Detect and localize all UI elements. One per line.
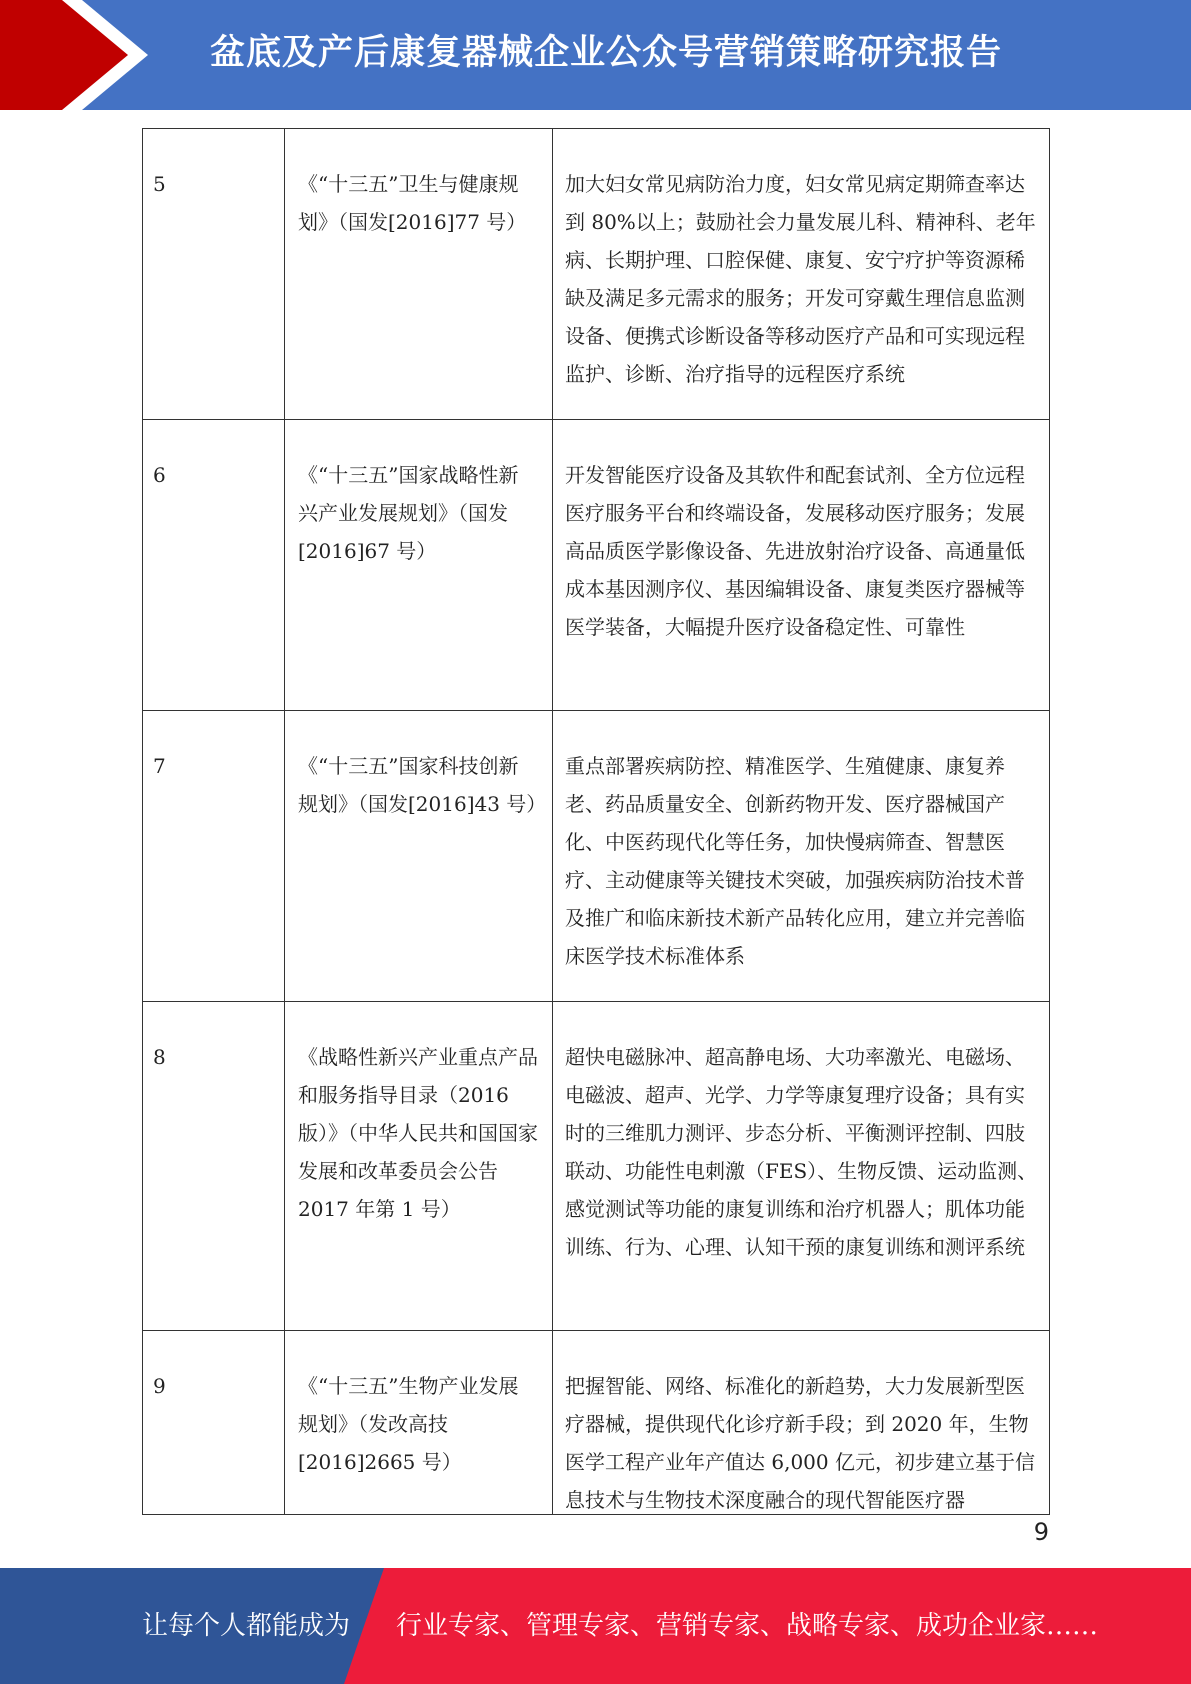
policy-content: 把握智能、网络、标准化的新趋势，大力发展新型医疗器械，提供现代化诊疗新手段；到 2020 年，生物医学工程产业年产值达 6,000 亿元，初步建立基于信息技术与生物技术深度融合的现代智能医疗器 (565, 1374, 1035, 1512)
policy-name-cell (285, 420, 553, 711)
policy-content-cell (553, 1002, 1050, 1331)
header-arrow-decoration (0, 0, 160, 110)
policy-name: 《“十三五”卫生与健康规划》（国发[2016]77 号） (298, 172, 527, 234)
row-number: 6 (153, 463, 166, 487)
table-row (143, 420, 1050, 711)
policy-table (142, 128, 1050, 1515)
page-header (0, 0, 1191, 110)
table-row (143, 1331, 1050, 1515)
table-row (143, 129, 1050, 420)
policy-name-cell (285, 711, 553, 1002)
policy-content-cell (553, 1331, 1050, 1515)
policy-content-cell (553, 129, 1050, 420)
policy-content: 开发智能医疗设备及其软件和配套试剂、全方位远程医疗服务平台和终端设备，发展移动医疗服务；发展高品质医学影像设备、先进放射治疗设备、高通量低成本基因测序仪、基因编辑设备、康复类医疗器械等医学装备，大幅提升医疗设备稳定性、可靠性 (565, 463, 1025, 639)
table-row (143, 711, 1050, 1002)
row-number-cell (143, 1331, 285, 1515)
policy-content-cell (553, 711, 1050, 1002)
row-number-cell (143, 420, 285, 711)
policy-name: 《“十三五”国家战略性新兴产业发展规划》（国发[2016]67 号） (298, 463, 519, 563)
row-number-cell (143, 129, 285, 420)
row-number: 9 (153, 1374, 166, 1398)
row-number-cell (143, 711, 285, 1002)
row-number-cell (143, 1002, 285, 1331)
policy-name-cell (285, 1331, 553, 1515)
policy-name-cell (285, 1002, 553, 1331)
footer-slogan-lead: 让每个人都能成为 (142, 1611, 351, 1641)
policy-name: 《战略性新兴产业重点产品和服务指导目录（2016 版）》（中华人民共和国国家发展和改革委员会公告 2017 年第 1 号） (298, 1045, 538, 1221)
table-row (143, 1002, 1050, 1331)
policy-content: 重点部署疾病防控、精准医学、生殖健康、康复养老、药品质量安全、创新药物开发、医疗器械国产化、中医药现代化等任务，加快慢病筛查、智慧医疗、主动健康等关键技术突破，加强疾病防治技术普及推广和临床新技术新产品转化应用，建立并完善临床医学技术标准体系 (565, 754, 1025, 968)
row-number: 5 (153, 172, 166, 196)
policy-content-cell (553, 420, 1050, 711)
policy-name: 《“十三五”国家科技创新规划》（国发[2016]43 号） (298, 754, 547, 816)
page-footer (0, 1568, 1191, 1684)
page-number: 9 (1033, 1518, 1049, 1546)
report-title: 盆底及产后康复器械企业公众号营销策略研究报告 (210, 33, 1003, 73)
policy-content: 加大妇女常见病防治力度，妇女常见病定期筛查率达到 80%以上；鼓励社会力量发展儿科、精神科、老年病、长期护理、口腔保健、康复、安宁疗护等资源稀缺及满足多元需求的服务；开发可穿戴生理信息监测设备、便携式诊断设备等移动医疗产品和可实现远程监护、诊断、治疗指导的远程医疗系统 (565, 172, 1036, 386)
policy-content: 超快电磁脉冲、超高静电场、大功率激光、电磁场、电磁波、超声、光学、力学等康复理疗设备；具有实时的三维肌力测评、步态分析、平衡测评控制、四肢联动、功能性电刺激（FES）、生物反馈、运动监测、感觉测试等功能的康复训练和治疗机器人；肌体功能训练、行为、心理、认知干预的康复训练和测评系统 (565, 1045, 1038, 1259)
policy-name-cell (285, 129, 553, 420)
footer-slogan-roles: 行业专家、管理专家、营销专家、战略专家、成功企业家…… (396, 1611, 1099, 1641)
policy-name: 《“十三五”生物产业发展规划》（发改高技[2016]2665 号） (298, 1374, 519, 1474)
row-number: 7 (153, 754, 166, 778)
row-number: 8 (153, 1045, 166, 1069)
